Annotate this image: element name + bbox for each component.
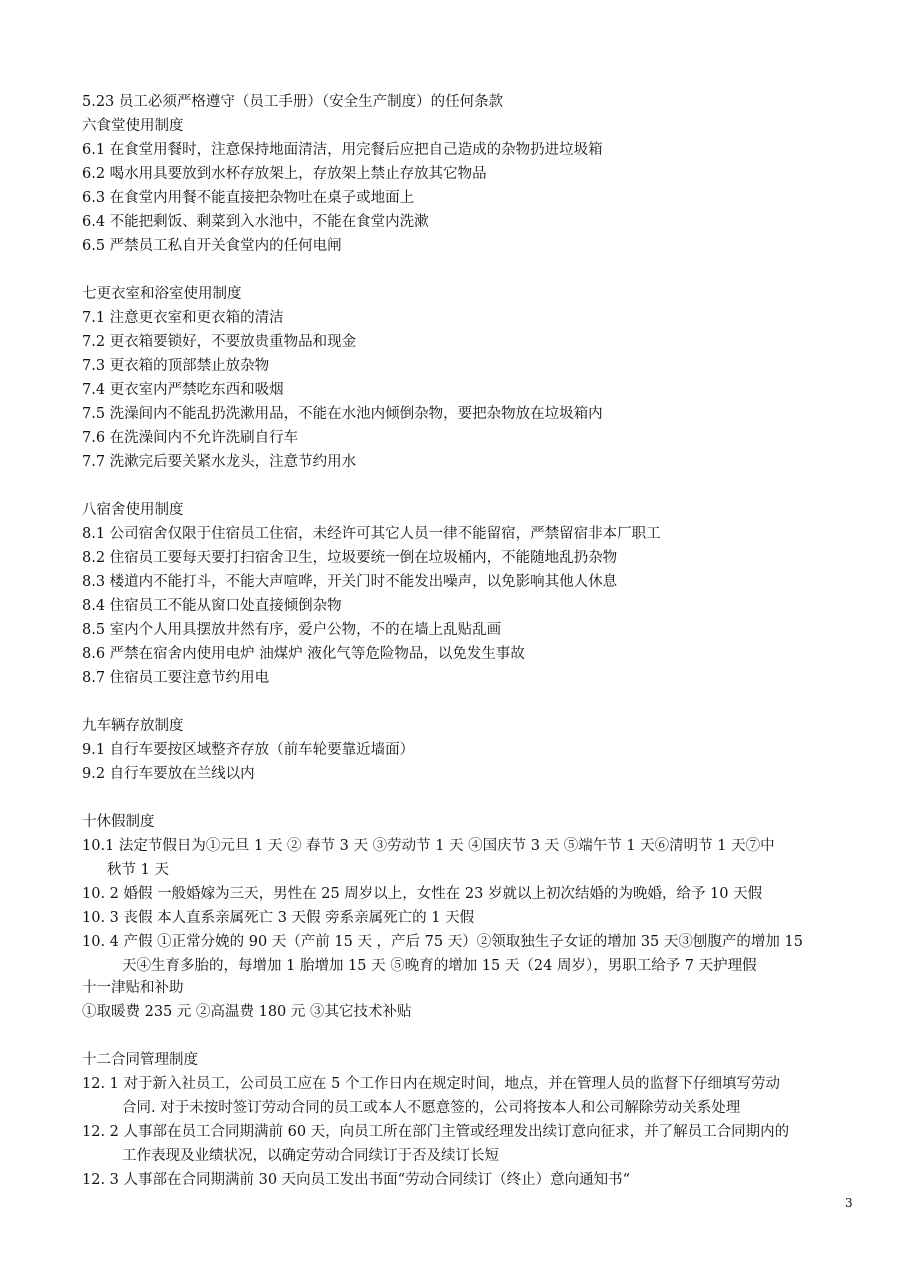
text-line-9-1: 9.1 自行车要按区域整齐存放（前车轮要靠近墙面） xyxy=(82,742,415,758)
text-line-7-5: 7.5 洗澡间内不能乱扔洗漱用品，不能在水池内倾倒杂物，要把杂物放在垃圾箱内 xyxy=(82,406,603,422)
text-line-8-7: 8.7 住宿员工要注意节约用电 xyxy=(82,670,270,686)
text-line-12-2: 12. 2 人事部在员工合同期满前 60 天，向员工所在部门主管或经理发出续订意向征求，并了解员工合同期内的 xyxy=(82,1124,790,1140)
section-heading-leave: 十休假制度 xyxy=(82,814,155,830)
page-number: 3 xyxy=(845,1196,853,1210)
text-line-allowance-items: ①取暖费 235 元 ②高温费 180 元 ③其它技术补贴 xyxy=(82,1004,412,1020)
text-line-12-1-cont: 合同. 对于未按时签订劳动合同的员工或本人不愿意签的，公司将按本人和公司解除劳动关系处理 xyxy=(122,1100,741,1116)
text-line-10-3: 10. 3 丧假 本人直系亲属死亡 3 天假 旁系亲属死亡的 1 天假 xyxy=(82,910,475,926)
text-line-10-1: 10.1 法定节假日为①元旦 1 天 ② 春节 3 天 ③劳动节 1 天 ④国庆节 3 天 ⑤端午节 1 天⑥清明节 1 天⑦中 xyxy=(82,838,775,854)
text-line-7-4: 7.4 更衣室内严禁吃东西和吸烟 xyxy=(82,382,284,398)
text-line-7-3: 7.3 更衣箱的顶部禁止放杂物 xyxy=(82,358,270,374)
text-line-7-2: 7.2 更衣箱要锁好，不要放贵重物品和现金 xyxy=(82,334,357,350)
text-line-10-4-cont: 天④生育多胎的，每增加 1 胎增加 15 天 ⑤晚育的增加 15 天（24 周岁），男职工给予 7 天护理假 xyxy=(122,958,757,974)
text-line-7-7: 7.7 洗漱完后要关紧水龙头，注意节约用水 xyxy=(82,454,357,470)
text-line-8-3: 8.3 楼道内不能打斗，不能大声喧哗，开关门时不能发出噪声，以免影响其他人休息 xyxy=(82,574,618,590)
section-heading-canteen: 六食堂使用制度 xyxy=(82,118,184,134)
text-line-6-3: 6.3 在食堂内用餐不能直接把杂物吐在桌子或地面上 xyxy=(82,190,415,206)
text-line-8-5: 8.5 室内个人用具摆放井然有序，爱户公物，不的在墙上乱贴乱画 xyxy=(82,622,502,638)
text-line-12-3: 12. 3 人事部在合同期满前 30 天向员工发出书面“劳动合同续订（终止）意向通知书“ xyxy=(82,1172,630,1188)
text-line-8-6: 8.6 严禁在宿舍内使用电炉 油煤炉 液化气等危险物品，以免发生事故 xyxy=(82,646,525,662)
text-line-8-2: 8.2 住宿员工要每天要打扫宿舍卫生，垃圾要统一倒在垃圾桶内，不能随地乱扔杂物 xyxy=(82,550,618,566)
section-heading-contract: 十二合同管理制度 xyxy=(82,1052,198,1068)
text-line-6-4: 6.4 不能把剩饭、剩菜到入水池中，不能在食堂内洗漱 xyxy=(82,214,429,230)
section-heading-dormitory: 八宿舍使用制度 xyxy=(82,502,184,518)
text-line-10-2: 10. 2 婚假 一般婚嫁为三天，男性在 25 周岁以上，女性在 23 岁就以上初次结婚的为晚婚，给予 10 天假 xyxy=(82,886,763,902)
text-line-12-1: 12. 1 对于新入社员工，公司员工应在 5 个工作日内在规定时间，地点，并在管理人员的监督下仔细填写劳动 xyxy=(82,1076,780,1092)
text-line-5-23: 5.23 员工必须严格遵守（员工手册）（安全生产制度）的任何条款 xyxy=(82,94,504,110)
text-line-10-4: 10. 4 产假 ①正常分娩的 90 天（产前 15 天 ，产后 75 天）②领取独生子女证的增加 35 天③刨腹产的增加 15 xyxy=(82,934,803,950)
text-line-8-1: 8.1 公司宿舍仅限于住宿员工住宿，未经许可其它人员一律不能留宿，严禁留宿非本厂职工 xyxy=(82,526,661,542)
text-line-8-4: 8.4 住宿员工不能从窗口处直接倾倒杂物 xyxy=(82,598,342,614)
section-heading-vehicle-parking: 九车辆存放制度 xyxy=(82,718,184,734)
text-line-6-2: 6.2 喝水用具要放到水杯存放架上，存放架上禁止存放其它物品 xyxy=(82,166,487,182)
text-line-6-1: 6.1 在食堂用餐时，注意保持地面清洁，用完餐后应把自己造成的杂物扔进垃圾箱 xyxy=(82,142,603,158)
text-line-7-6: 7.6 在洗澡间内不允许洗刷自行车 xyxy=(82,430,299,446)
text-line-6-5: 6.5 严禁员工私自开关食堂内的任何电闸 xyxy=(82,238,342,254)
text-line-7-1: 7.1 注意更衣室和更衣箱的清洁 xyxy=(82,310,284,326)
section-heading-allowance: 十一津贴和补助 xyxy=(82,980,184,996)
text-line-9-2: 9.2 自行车要放在兰线以内 xyxy=(82,766,255,782)
text-line-12-2-cont: 工作表现及业绩状况，以确定劳动合同续订于否及续订长短 xyxy=(122,1148,499,1164)
section-heading-locker-room: 七更衣室和浴室使用制度 xyxy=(82,286,242,302)
text-line-10-1-cont: 秋节 1 天 xyxy=(107,862,169,878)
